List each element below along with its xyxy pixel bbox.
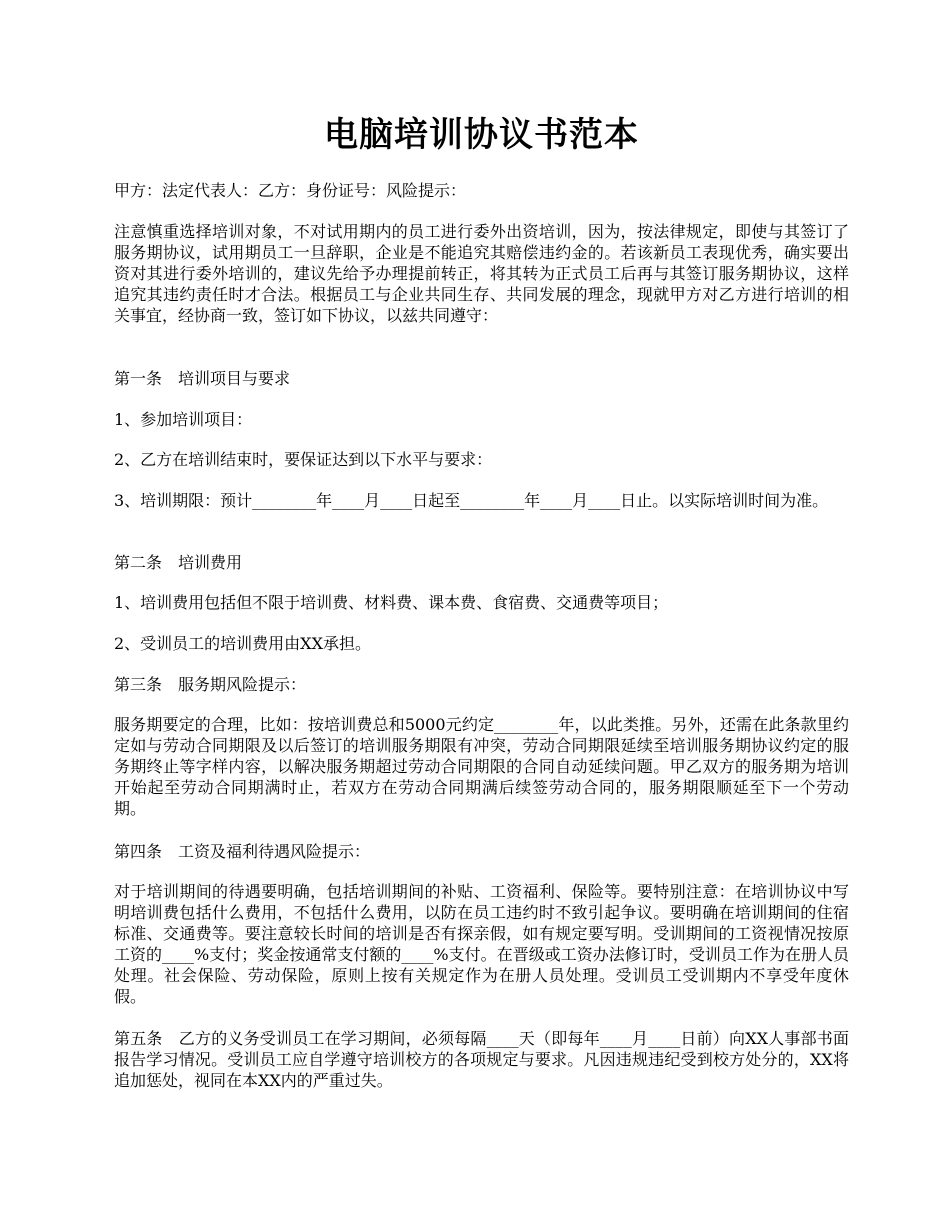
- parties-line: 甲方：法定代表人：乙方：身份证号：风险提示：: [114, 181, 467, 200]
- article-2-item-1: 1、培训费用包括但不限于培训费、材料费、课本费、食宿费、交通费等项目；: [114, 593, 669, 612]
- article-2-item-2: 2、受训员工的培训费用由XX承担。: [114, 634, 371, 653]
- article-1-item-3: 3、培训期限：预计________年____月____日起至________年____月____日止。以实际培训时间为准。: [114, 491, 829, 510]
- article-5-paragraph: 第五条 乙方的义务受训员工在学习期间，必须每隔____天（即每年____月____日前）向XX人事部书面报告学习情况。受训员工应自学遵守培训校方的各项规定与要求。凡因违规违纪受到校方处分的，XX将追加惩处，视同在本XX内的严重过失。: [114, 1029, 849, 1090]
- document-title: 电脑培训协议书范本: [324, 115, 639, 155]
- article-2-heading: 第二条 培训费用: [114, 553, 243, 572]
- article-1-item-2: 2、乙方在培训结束时，要保证达到以下水平与要求：: [114, 450, 493, 469]
- article-1-heading: 第一条 培训项目与要求: [114, 369, 291, 388]
- article-1-item-1: 1、参加培训项目：: [114, 410, 253, 429]
- article-4-heading: 第四条 工资及福利待遇风险提示：: [114, 842, 371, 861]
- article-3-heading: 第三条 服务期风险提示：: [114, 675, 307, 694]
- risk-notice-paragraph: 注意慎重选择培训对象，不对试用期内的员工进行委外出资培训，因为，按法律规定，即使与其签订了服务期协议，试用期员工一旦辞职，企业是不能追究其赔偿违约金的。若该新员工表现优秀，确实要出资对其进行委外培训的，建议先给予办理提前转正，将其转为正式员工后再与其签订服务期协议，这样追究其违约责任时才合法。根据员工与企业共同生存、共同发展的理念，现就甲方对乙方进行培训的相关事宜，经协商一致，签订如下协议，以兹共同遵守：: [114, 222, 849, 325]
- wages-benefits-paragraph: 对于培训期间的待遇要明确，包括培训期间的补贴、工资福利、保险等。要特别注意：在培训协议中写明培训费包括什么费用，不包括什么费用，以防在员工违约时不致引起争议。要明确在培训期间的住宿标准、交通费等。要注意较长时间的培训是否有探亲假，如有规定要写明。受训期间的工资视情况按原工资的____%支付；奖金按通常支付额的____%支付。在晋级或工资办法修订时，受训员工作为在册人员处理。社会保险、劳动保险，原则上按有关规定作为在册人员处理。受训员工受训期内不享受年度休假。: [114, 882, 849, 1006]
- service-period-paragraph: 服务期要定的合理，比如：按培训费总和5000元约定________年，以此类推。另外，还需在此条款里约定如与劳动合同期限及以后签订的培训服务期限有冲突，劳动合同期限延续至培训服务期协议约定的服务期终止等字样内容，以解决服务期超过劳动合同期限的合同自动延续问题。甲乙双方的服务期为培训开始起至劳动合同期满时止，若双方在劳动合同期满后续签劳动合同的，服务期限顺延至下一个劳动期。: [114, 715, 849, 818]
